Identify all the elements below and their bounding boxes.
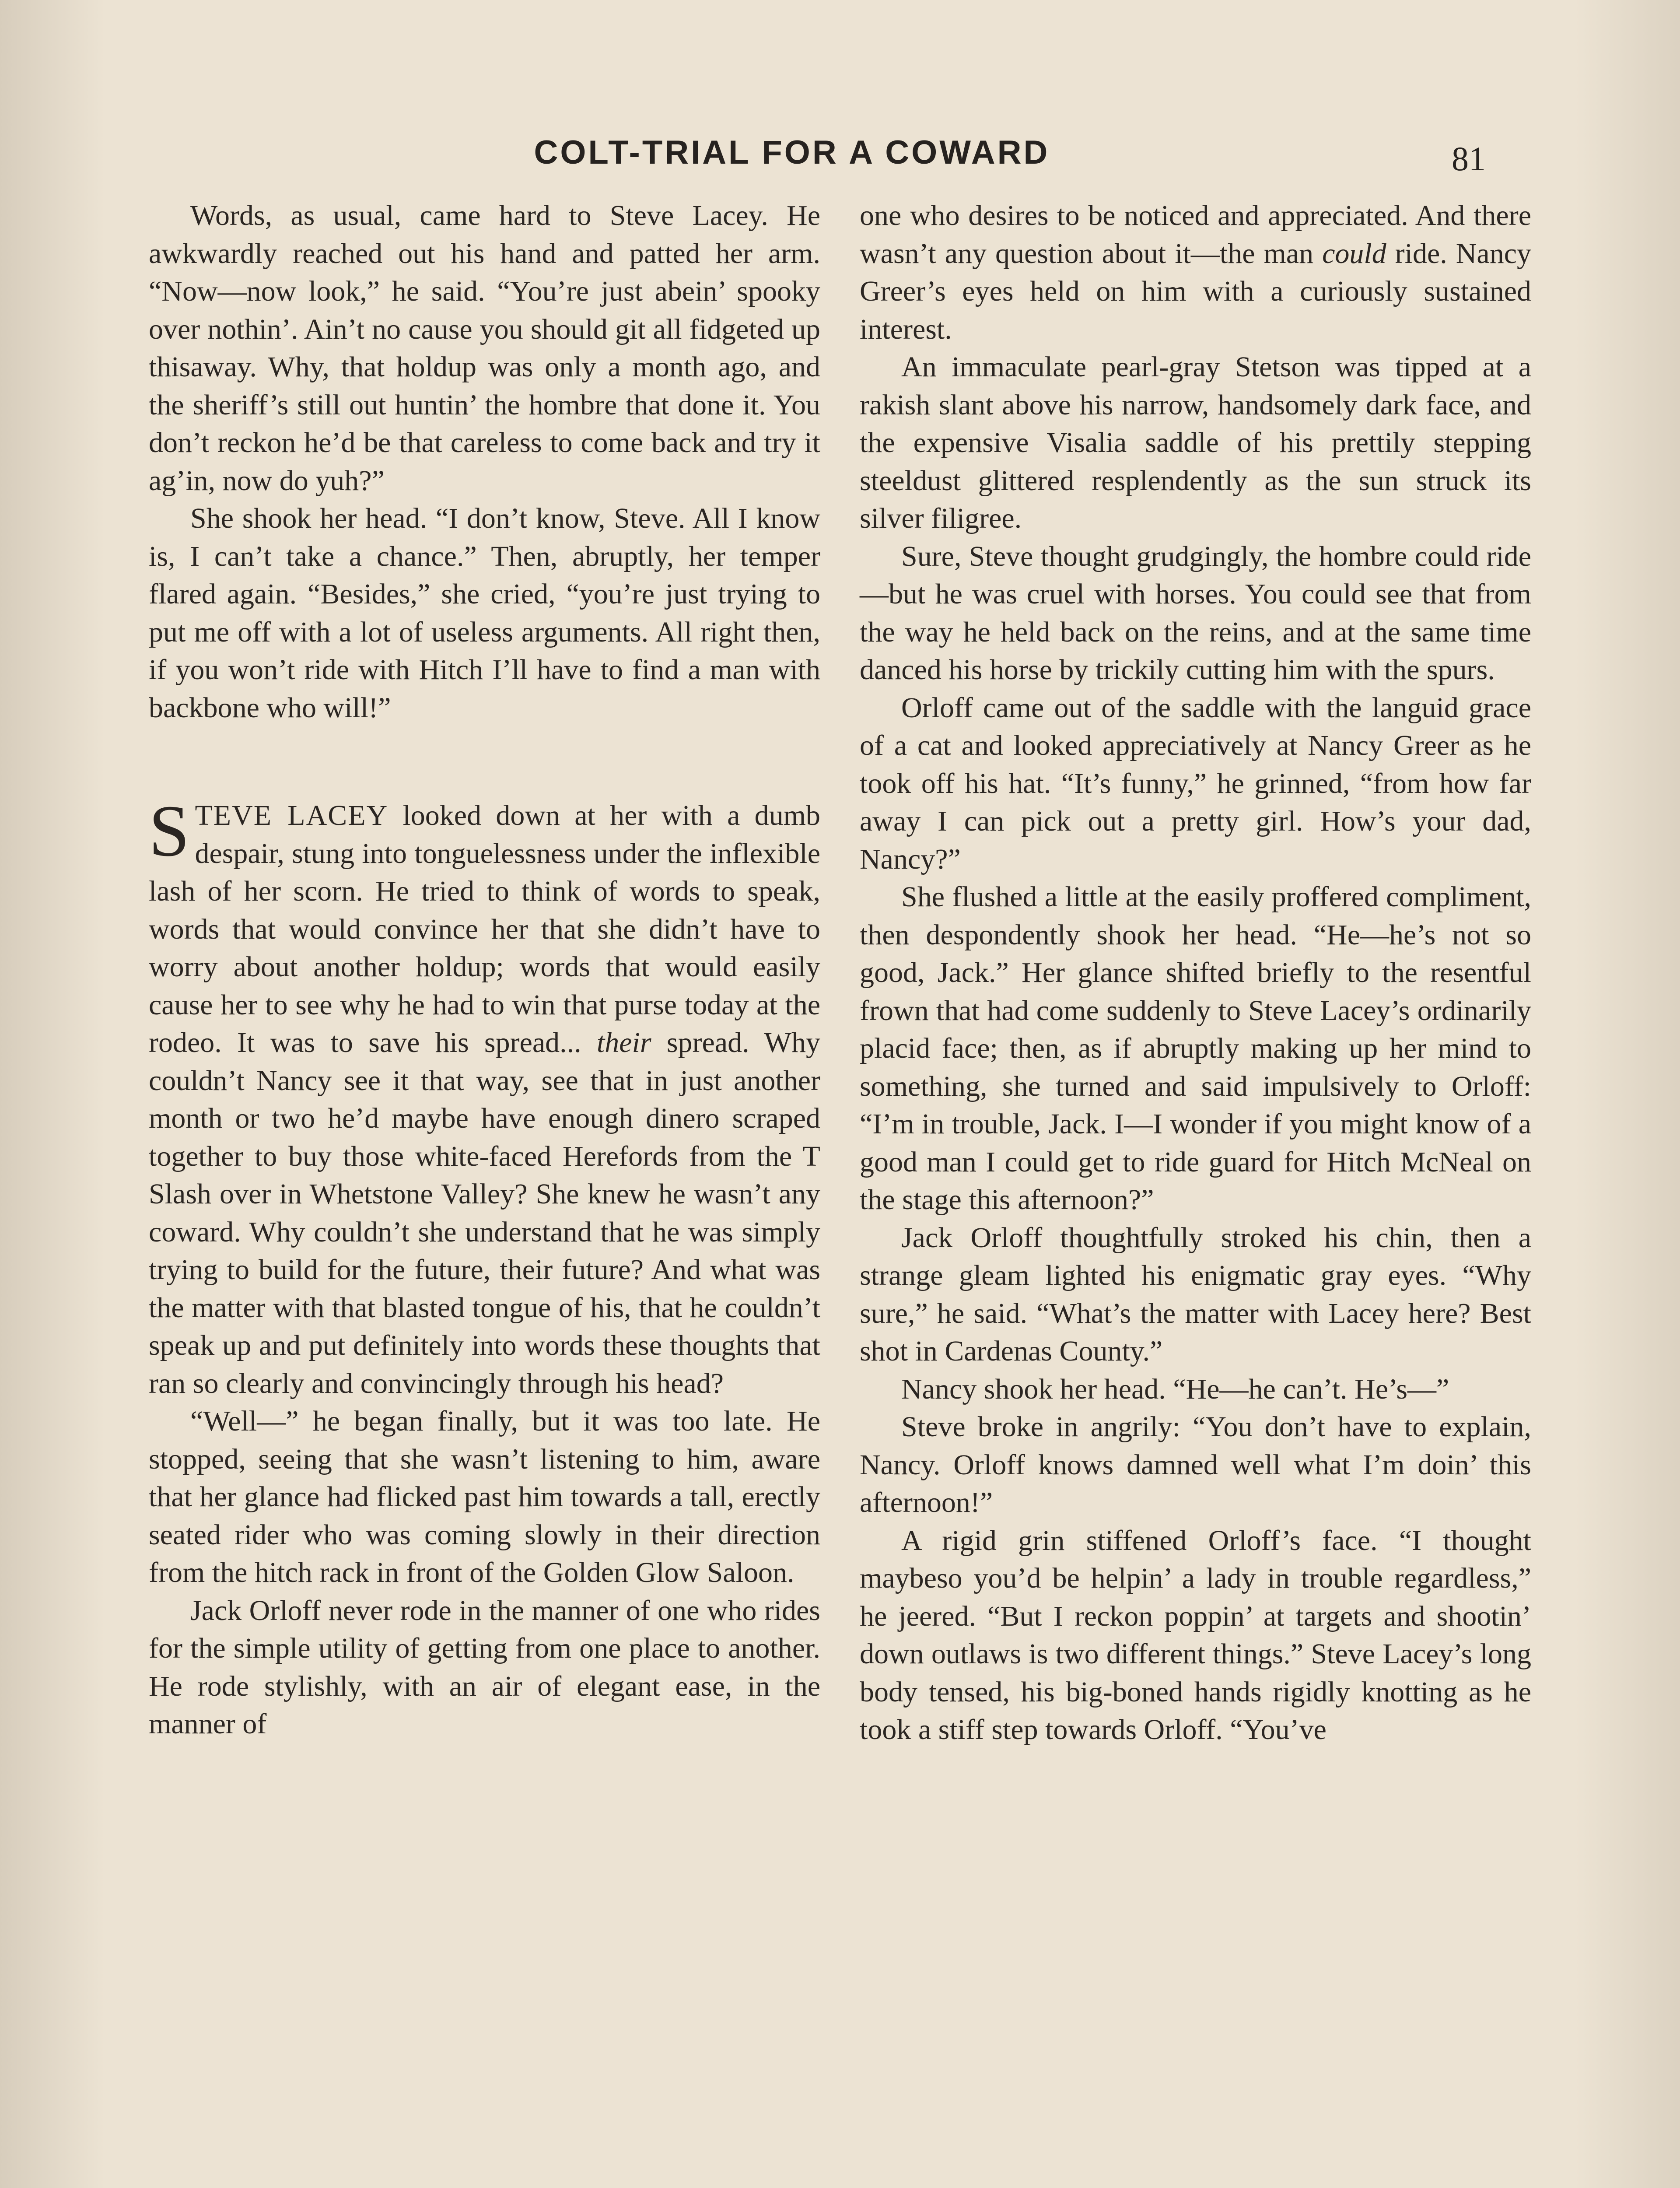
drop-cap: S [149,790,190,872]
paragraph: She flushed a little at the easily proffered compliment, then despondently shook her head. “He—he’s not so good, Jack.” Her glance shifted briefly to the resentful frown that had come suddenly to Steve Lacey’s ordinarily placid face; then, as if abruptly making up her mind to something, she turned and said impulsively to Orloff: “I’m in trouble, Jack. I—I wonder if you might know of a good man I could get to ride guard for Hitch McNeal on the stage this afternoon?” [860,881,1531,1216]
paragraph: Words, as usual, came hard to Steve Lacey. He awkwardly reached out his hand and patted her arm. “Now—now look,” he said. “You’re just abein’ spooky over nothin’. Ain’t no cause you should git all fidgeted up thisaway. Why, that holdup was only a month ago, and the sheriff’s still out huntin’ the hombre that done it. You don’t reckon he’d be that careless to come back and try it ag’in, now do yuh?” [149,200,820,497]
paragraph-text: spread. Why couldn’t Nancy see it that way, see that in just another month or two he’d maybe have enough dinero scraped together to buy those white-faced Herefords from the T Slash over in Whetstone Valley? She knew he wasn’t any coward. Why couldn’t she understand that he was simply trying to build for the future, their future? And what was the matter with that blasted tongue of his, that he couldn’t speak up and put definitely into words these thoughts that ran so clearly and convincingly through his head? [149,1027,820,1399]
page-shadow-left [0,0,105,2188]
paragraph: “Well—” he began finally, but it was too late. He stopped, seeing that she wasn’t listening to him, aware that her glance had flicked past him towards a tall, erectly seated rider who was coming slowly in their direction from the hitch rack in front of the Golden Glow Saloon. [149,1405,820,1588]
paragraph: Jack Orloff thoughtfully stroked his chin, then a strange gleam lighted his enigmatic gray eyes. “Why sure,” he said. “What’s the matter with Lacey here? Best shot in Cardenas County.” [860,1221,1531,1367]
running-title: COLT-TRIAL FOR A COWARD [534,134,1050,171]
left-column [149,197,820,1743]
page-number: 81 [1452,140,1486,178]
paragraph: A rigid grin stiffened Orloff’s face. “I thought maybeso you’d be helpin’ a lady in trouble regardless,” he jeered. “But I reckon poppin’ at targets and shootin’ down outlaws is two different things.” Steve Lacey’s long body tensed, his big-boned hands rigidly knotting as he took a stiff step towards Orloff. “You’ve [860,1524,1531,1746]
section-opening-paragraph [149,790,820,1403]
paragraph-text: ride. Nancy Greer’s eyes held on him with a curiously sustained interest. [860,237,1531,345]
right-column [860,197,1531,1749]
paragraph: Nancy shook her head. “He—he can’t. He’s—” [901,1373,1449,1405]
lead-in-text: TEVE LACEY [195,799,388,831]
emphasis: could [1322,237,1386,270]
paragraph: She shook her head. “I don’t know, Steve. All I know is, I can’t take a chance.” Then, abruptly, her temper flared again. “Besides,” she cried, “you’re just trying to put me off with a lot of useless arguments. All right then, if you won’t ride with Hitch I’ll have to find a man with backbone who will!” [149,502,820,724]
paragraph-continued [860,197,1531,348]
paragraph: Orloff came out of the saddle with the languid grace of a cat and looked appreciatively at Nancy Greer as he took off his hat. “It’s funny,” he grinned, “from how far away I can pick out a pretty girl. How’s your dad, Nancy?” [860,691,1531,875]
page-shadow-right [1575,0,1680,2188]
paragraph-text: one who desires to be noticed and appreciated. And there wasn’t any question about it—the man [860,200,1531,270]
paragraph-text: looked down at her with a dumb despair, stung into tonguelessness under the inflexible lash of her scorn. He tried to think of words to speak, words that would convince her that she didn’t have to worry about another holdup; words that would easily cause her to see why he had to win that purse today at the rodeo. It was to save his spread... [149,799,820,1059]
paragraph: Sure, Steve thought grudgingly, the hombre could ride—but he was cruel with horses. You could see that from the way he held back on the reins, and at the same time danced his horse by trickily cutting him with the spurs. [860,540,1531,686]
paragraph: An immaculate pearl-gray Stetson was tipped at a rakish slant above his narrow, handsomely dark face, and the expensive Visalia saddle of his prettily stepping steeldust glittered resplendently as the sun struck its silver filigree. [860,351,1531,534]
emphasis: their [596,1027,651,1059]
paragraph: Steve broke in angrily: “You don’t have to explain, Nancy. Orloff knows damned well what I’m doin’ this afternoon!” [860,1411,1531,1518]
paragraph: Jack Orloff never rode in the manner of one who rides for the simple utility of getting from one place to another. He rode stylishly, with an air of elegant ease, in the manner of [149,1594,820,1740]
